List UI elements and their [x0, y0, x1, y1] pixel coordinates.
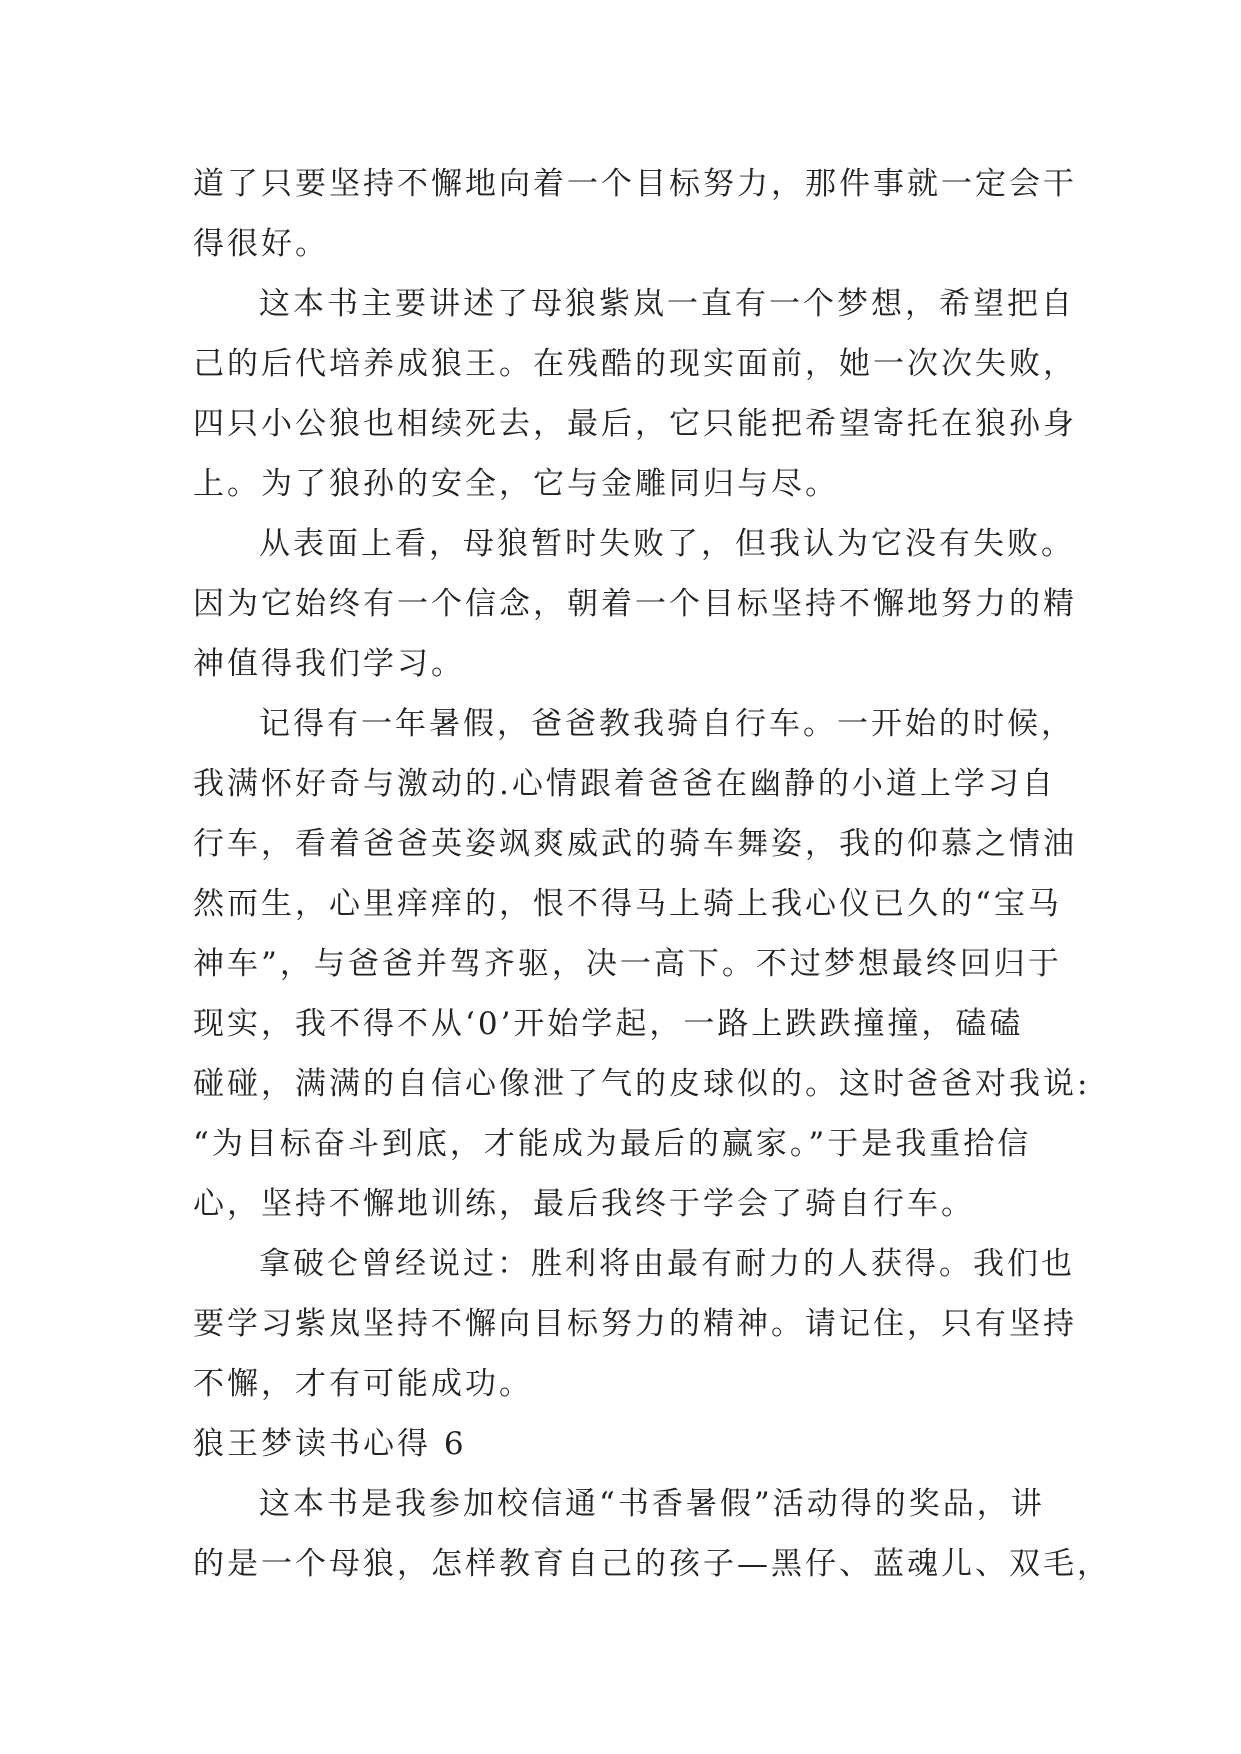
text-line: 神车”，与爸爸并驾齐驱，决一高下。不过梦想最终回归于	[193, 946, 1062, 982]
section-heading: 狼王梦读书心得 6	[193, 1426, 467, 1462]
text-line: 己的后代培养成狼王。在残酷的现实面前，她一次次失败，	[193, 346, 1077, 382]
text-line: 心，坚持不懈地训练，最后我终于学会了骑自行车。	[193, 1186, 975, 1222]
paragraph-first-line: 从表面上看，母狼暂时失败了，但我认为它没有失败。	[259, 526, 1075, 562]
text-line: 碰碰，满满的自信心像泄了气的皮球似的。这时爸爸对我说:	[193, 1066, 1091, 1102]
paragraph-first-line: 记得有一年暑假，爸爸教我骑自行车。一开始的时候，	[259, 706, 1075, 742]
paragraph-first-line: 这本书主要讲述了母狼紫岚一直有一个梦想，希望把自	[259, 286, 1075, 322]
paragraph-first-line: 拿破仑曾经说过：胜利将由最有耐力的人获得。我们也	[259, 1246, 1075, 1282]
document-body	[193, 154, 1111, 1594]
paragraph-first-line: 这本书是我参加校信通“书香暑假”活动得的奖品，讲	[259, 1486, 1045, 1522]
text-line: 神值得我们学习。	[193, 646, 465, 682]
text-line: 不懈，才有可能成功。	[193, 1366, 533, 1402]
text-line: 因为它始终有一个信念，朝着一个目标坚持不懈地努力的精	[193, 586, 1077, 622]
text-line: 的是一个母狼，怎样教育自己的孩子—黑仔、蓝魂儿、双毛，	[193, 1546, 1111, 1582]
text-line: 道了只要坚持不懈地向着一个目标努力，那件事就一定会干	[193, 166, 1077, 202]
text-line: 上。为了狼孙的安全，它与金雕同归与尽。	[193, 466, 839, 502]
text-line: 现实，我不得不从‘0’开始学起，一路上跌跌撞撞，磕磕	[193, 1006, 1024, 1042]
text-line: “为目标奋斗到底，才能成为最后的赢家。”于是我重拾信	[193, 1126, 1032, 1162]
text-line: 我满怀好奇与激动的.心情跟着爸爸在幽静的小道上学习自	[193, 766, 1056, 802]
text-line: 四只小公狼也相续死去，最后，它只能把希望寄托在狼孙身	[193, 406, 1077, 442]
text-line: 行车，看着爸爸英姿飒爽威武的骑车舞姿，我的仰慕之情油	[193, 826, 1077, 862]
text-line: 得很好。	[193, 226, 329, 262]
text-line: 然而生，心里痒痒的，恨不得马上骑上我心仪已久的“宝马	[193, 886, 1062, 922]
text-line: 要学习紫岚坚持不懈向目标努力的精神。请记住，只有坚持	[193, 1306, 1077, 1342]
